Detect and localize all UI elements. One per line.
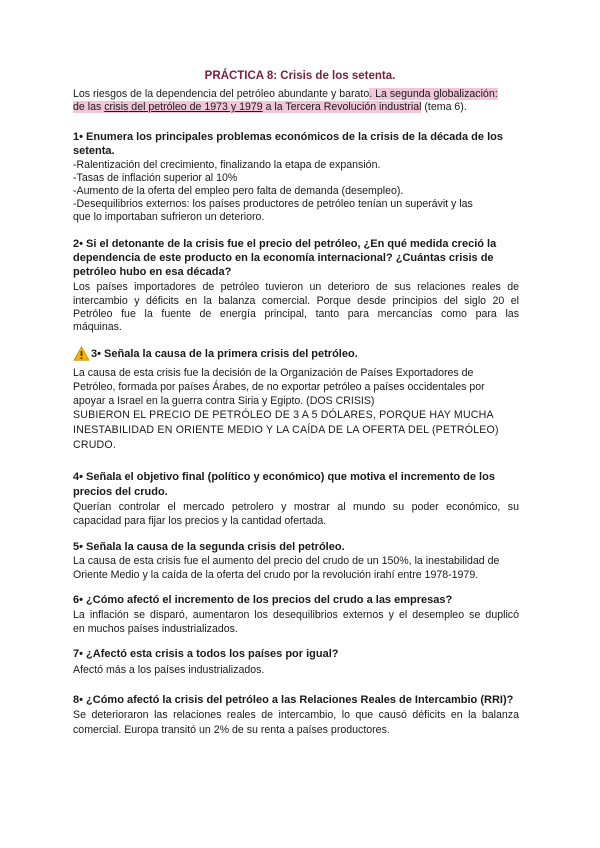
answer-3-caps: CRUDO. xyxy=(73,439,116,451)
answer-3-caps: INESTABILIDAD EN ORIENTE MEDIO Y LA CAÍDA DE LA OFERTA DEL (PETRÓLEO) xyxy=(73,424,499,436)
answer-6-line: La inflación se disparó, aumentaron los desequilibrios externos y el desempleo se duplicó xyxy=(73,609,519,621)
answer-3-line: Petróleo, formada por países Árabes, de no exportar petróleo a países occidentales por xyxy=(73,381,485,393)
answer-3-line: La causa de esta crisis fue la decisión de la Organización de Países Exportadores de xyxy=(73,367,474,379)
intro-underlined: crisis xyxy=(104,101,129,113)
answer-8-line: comercial. Europa transitó un 2% de su renta a países productores. xyxy=(73,724,390,736)
intro-line-1 xyxy=(73,88,498,101)
question-7: 7• ¿Afectó esta crisis a todos los países por igual? xyxy=(73,648,339,660)
answer-5-line: La causa de esta crisis fue el aumento del precio del crudo de un 150%, la inestabilidad de xyxy=(73,555,500,567)
answer-3-line: apoyar a Israel en la guerra contra Siria y Egipto. (DOS CRISIS) xyxy=(73,395,375,407)
answer-1-line: -Tasas de inflación superior al 10% xyxy=(73,172,238,184)
intro-text: (tema 6). xyxy=(421,101,467,113)
question-4: 4• Señala el objetivo final (político y económico) que motiva el incremento de los xyxy=(73,471,495,483)
page-title: PRÁCTICA 8: Crisis de los setenta. xyxy=(204,70,396,82)
intro-line-2 xyxy=(73,101,467,114)
answer-1-line: -Ralentización del crecimiento, finalizando la etapa de expansión. xyxy=(73,159,381,171)
answer-4-line: capacidad para fijar los precios y la cantidad ofertada. xyxy=(73,515,327,527)
intro-highlight: de las xyxy=(73,101,105,113)
question-1: 1• Enumera los principales problemas económicos de la crisis de la década de los xyxy=(73,131,503,143)
question-2: dependencia de este producto en la economía internacional? ¿Cuántas crisis de xyxy=(73,252,494,264)
answer-8-line: Se deterioraron las relaciones reales de intercambio, lo que causó déficits en la balanza xyxy=(73,709,519,721)
question-4: precios del crudo. xyxy=(73,486,168,498)
answer-1-line: -Desequilibrios externos: los países productores de petróleo tenían un superávit y las xyxy=(73,198,473,210)
intro-highlight: a la Tercera Revolución industrial xyxy=(262,101,422,113)
intro-highlight: . La segunda globalización: xyxy=(369,88,498,100)
warning-icon xyxy=(73,346,90,361)
answer-2-line: intercambio y déficits en la balanza comercial. Porque desde principios del siglo 20 el xyxy=(73,295,519,307)
answer-4-line: Querían controlar el mercado petrolero y mostrar al mundo su poder económico, su xyxy=(73,501,519,513)
answer-5-line: Oriente Medio y la caída de la oferta del crudo por la revolución irahí entre 1978-1979. xyxy=(73,569,479,581)
question-6: 6• ¿Cómo afectó el incremento de los precios del crudo a las empresas? xyxy=(73,594,453,606)
answer-3-caps: SUBIERON EL PRECIO DE PETRÓLEO DE 3 A 5 DÓLARES, PORQUE HAY MUCHA xyxy=(73,409,494,421)
answer-2-line: máquinas. xyxy=(73,321,122,333)
question-2: 2• Si el detonante de la crisis fue el precio del petróleo, ¿En qué medida creció la xyxy=(73,238,497,250)
question-1: setenta. xyxy=(73,145,115,157)
intro-underlined: del petróleo de 1973 y 1979 xyxy=(128,101,263,113)
answer-2-line: Los países importadores de petróleo tuvieron un deterioro de sus relaciones reales de xyxy=(73,281,519,293)
question-8: 8• ¿Cómo afectó la crisis del petróleo a las Relaciones Reales de Intercambio (RRI)? xyxy=(73,694,514,706)
answer-2-line: Petróleo fue la fuente de energía principal, tanto para mercancías como para las xyxy=(73,308,519,320)
answer-1-line: -Aumento de la oferta del empleo pero falta de demanda (desempleo). xyxy=(73,185,404,197)
intro-text: Los riesgos de la dependencia del petróleo abundante y barato xyxy=(73,88,370,100)
answer-6-line: en muchos países industrializados. xyxy=(73,623,238,635)
question-3: 3• Señala la causa de la primera crisis del petróleo. xyxy=(91,348,358,360)
question-5: 5• Señala la causa de la segunda crisis del petróleo. xyxy=(73,541,345,553)
answer-7-line: Afectó más a los países industrializados. xyxy=(73,664,265,676)
question-2: petróleo hubo en esa década? xyxy=(73,266,232,278)
answer-1-line: que lo importaban sufrieron un deterioro. xyxy=(73,211,265,223)
